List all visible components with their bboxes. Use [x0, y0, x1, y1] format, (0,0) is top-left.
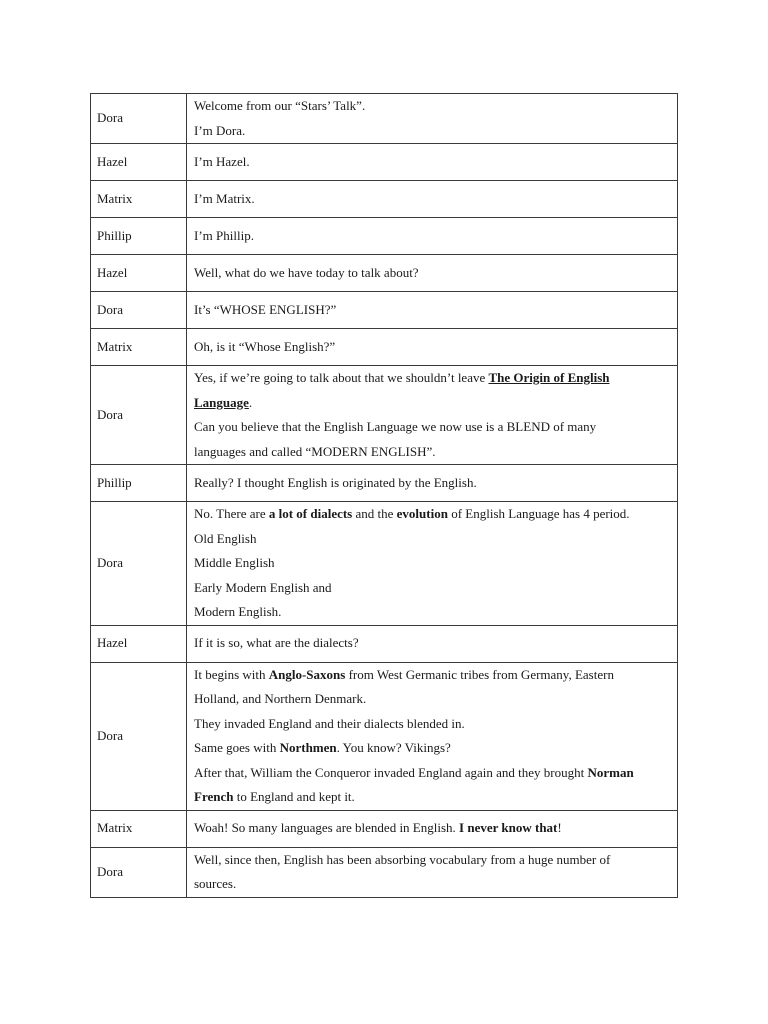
text-run: Well, what do we have today to talk about? [194, 264, 419, 280]
dialogue-line [194, 391, 671, 416]
speaker-name: Hazel [91, 255, 187, 292]
text-run: Oh, is it “Whose English?” [194, 338, 336, 354]
dialogue-lines [187, 366, 678, 465]
text-run: Yes, if we’re going to talk about that we shouldn’t leave [194, 370, 489, 385]
dialogue-row [91, 144, 678, 181]
text-run: ! [557, 820, 562, 836]
text-run: Old English [194, 530, 257, 546]
speaker-name: Dora [91, 502, 187, 626]
dialogue-lines [187, 502, 678, 626]
dialogue-line [194, 551, 671, 576]
dialogue-line [194, 527, 671, 552]
speaker-name: Phillip [91, 465, 187, 502]
speaker-name: Matrix [91, 181, 187, 218]
text-run: sources. [194, 876, 237, 891]
dialogue-row [91, 810, 678, 847]
dialogue-line [194, 150, 671, 175]
dialogue-line [194, 663, 671, 688]
dialogue-lines [187, 625, 678, 662]
dialogue-line [194, 712, 671, 737]
text-run: They invaded England and their dialects blended in. [194, 715, 465, 731]
dialogue-line [194, 335, 671, 360]
speaker-name: Phillip [91, 218, 187, 255]
dialogue-row [91, 502, 678, 626]
dialogue-lines [187, 810, 678, 847]
dialogue-table [90, 93, 678, 898]
dialogue-row [91, 847, 678, 897]
text-run: from West Germanic tribes from Germany, Eastern [345, 666, 614, 682]
text-run: After that, William the Conqueror invaded England again and they brought [194, 764, 588, 780]
dialogue-lines [187, 292, 678, 329]
text-run: Welcome from our “Stars’ Talk”. [194, 98, 366, 113]
dialogue-line [194, 576, 671, 601]
text-run: . [248, 394, 253, 410]
dialogue-line [194, 687, 671, 712]
text-run: Same goes with [194, 740, 280, 755]
emphasis-text: a lot of dialects [268, 506, 353, 521]
dialogue-table-body [91, 94, 678, 898]
dialogue-row [91, 662, 678, 810]
text-run: of English Language has 4 period. [447, 506, 630, 521]
emphasis-text: Anglo-Saxons [268, 666, 346, 682]
text-run: Modern English. [194, 604, 282, 619]
text-run: Holland, and Northern Denmark. [194, 691, 367, 706]
dialogue-row [91, 94, 678, 144]
dialogue-row [91, 465, 678, 502]
emphasis-text: French [194, 789, 234, 804]
dialogue-lines [187, 329, 678, 366]
text-run: Really? I thought English is originated by the English. [194, 474, 477, 490]
dialogue-line [194, 736, 671, 761]
emphasis-text: Language [194, 394, 249, 410]
dialogue-line [194, 187, 671, 212]
text-run: I’m Dora. [194, 122, 246, 138]
dialogue-line [194, 224, 671, 249]
dialogue-lines [187, 465, 678, 502]
speaker-name: Hazel [91, 625, 187, 662]
emphasis-text: Northmen [279, 740, 337, 755]
text-run: If it is so, what are the dialects? [194, 635, 359, 651]
dialogue-row [91, 255, 678, 292]
dialogue-lines [187, 144, 678, 181]
dialogue-lines [187, 255, 678, 292]
text-run: Middle English [194, 555, 275, 570]
text-run: I’m Matrix. [194, 190, 255, 206]
dialogue-row [91, 329, 678, 366]
text-run: Woah! So many languages are blended in English. [194, 820, 460, 836]
dialogue-row [91, 292, 678, 329]
speaker-name: Dora [91, 94, 187, 144]
speaker-name: Dora [91, 847, 187, 897]
dialogue-lines [187, 218, 678, 255]
dialogue-line [194, 298, 671, 323]
dialogue-lines [187, 662, 678, 810]
speaker-name: Matrix [91, 810, 187, 847]
dialogue-line [194, 816, 671, 841]
dialogue-row [91, 625, 678, 662]
speaker-name: Hazel [91, 144, 187, 181]
dialogue-line [194, 261, 671, 286]
dialogue-lines [187, 847, 678, 897]
text-run: and the [352, 506, 397, 521]
text-run: It’s “WHOSE ENGLISH?” [194, 301, 337, 317]
dialogue-line [194, 600, 671, 625]
dialogue-line [194, 785, 671, 810]
speaker-name: Matrix [91, 329, 187, 366]
dialogue-line [194, 119, 671, 144]
text-run: No. There are [194, 506, 269, 521]
dialogue-row [91, 366, 678, 465]
dialogue-line [194, 502, 671, 527]
text-run: to England and kept it. [233, 789, 355, 804]
dialogue-line [194, 761, 671, 786]
dialogue-line [194, 94, 671, 119]
emphasis-text: Norman [587, 764, 634, 780]
dialogue-line [194, 872, 671, 897]
text-run: It begins with [194, 666, 269, 682]
dialogue-lines [187, 181, 678, 218]
text-run: Early Modern English and [194, 579, 332, 595]
speaker-name: Dora [91, 662, 187, 810]
emphasis-text: The Origin of English [488, 370, 610, 385]
dialogue-line [194, 848, 671, 873]
text-run: Can you believe that the English Language we now use is a BLEND of many [194, 419, 597, 434]
dialogue-line [194, 471, 671, 496]
speaker-name: Dora [91, 292, 187, 329]
text-run: I’m Hazel. [194, 153, 250, 169]
emphasis-text: I never know that [459, 820, 558, 836]
text-run: languages and called “MODERN ENGLISH”. [194, 443, 436, 459]
dialogue-lines [187, 94, 678, 144]
dialogue-line [194, 631, 671, 656]
dialogue-row [91, 218, 678, 255]
dialogue-row [91, 181, 678, 218]
dialogue-line [194, 440, 671, 465]
text-run: Well, since then, English has been absorbing vocabulary from a huge number of [194, 851, 611, 867]
emphasis-text: evolution [396, 506, 448, 521]
text-run: . You know? Vikings? [336, 740, 451, 755]
dialogue-line [194, 415, 671, 440]
text-run: I’m Phillip. [194, 227, 254, 243]
dialogue-line [194, 366, 671, 391]
speaker-name: Dora [91, 366, 187, 465]
